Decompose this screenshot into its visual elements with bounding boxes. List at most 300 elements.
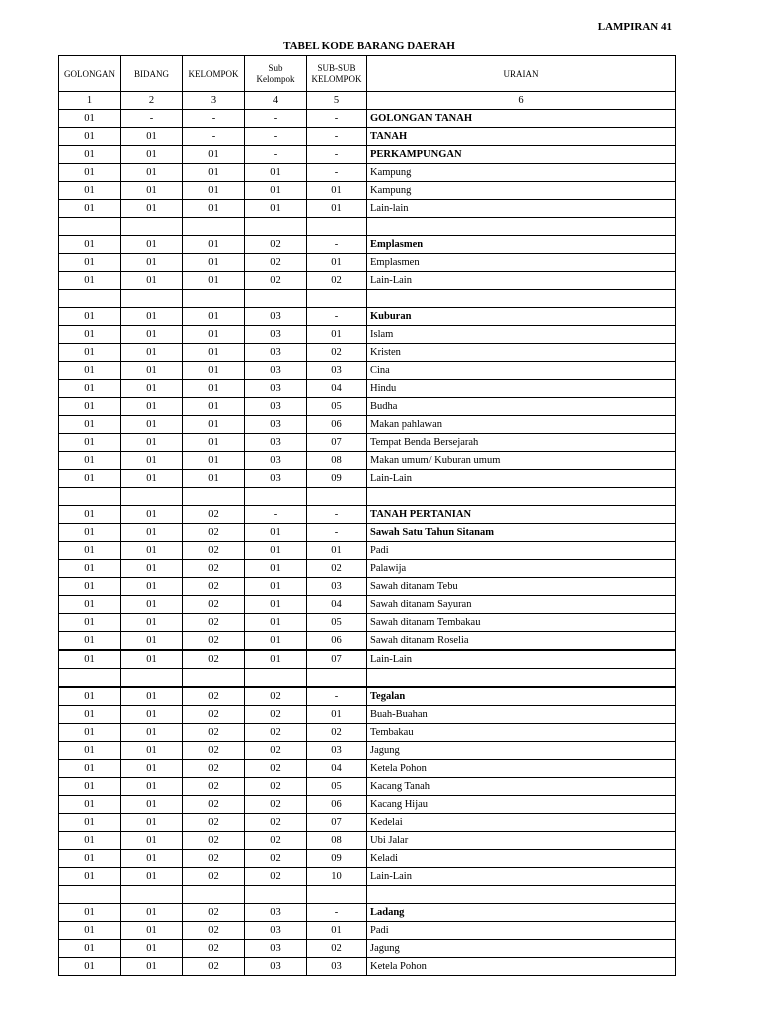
cell-bidang: 01 [121,434,183,452]
cell-uraian: Lain-Lain [367,650,676,669]
cell-kelompok: 02 [183,940,245,958]
cell-kelompok: 01 [183,434,245,452]
cell-bidang: 01 [121,272,183,290]
cell-golongan: 01 [59,362,121,380]
table-row [59,958,676,976]
table-row [59,922,676,940]
cell-bidang: 01 [121,452,183,470]
cell-bidang: 01 [121,326,183,344]
cell-sub-kelompok: 02 [245,832,307,850]
cell-bidang: 01 [121,398,183,416]
cell-kelompok: 02 [183,814,245,832]
cell-kelompok: 02 [183,632,245,651]
table-row [59,596,676,614]
cell-golongan: 01 [59,272,121,290]
cell-sub-sub-kelompok [307,290,367,308]
cell-bidang: 01 [121,380,183,398]
cell-uraian: Kampung [367,164,676,182]
cell-uraian: Ladang [367,904,676,922]
cell-bidang: 01 [121,706,183,724]
cell-sub-sub-kelompok: 01 [307,922,367,940]
cell-golongan [59,218,121,236]
cell-bidang: 01 [121,614,183,632]
column-number: 4 [245,92,307,110]
cell-sub-sub-kelompok: 07 [307,434,367,452]
cell-sub-sub-kelompok: 08 [307,832,367,850]
cell-kelompok: 02 [183,778,245,796]
cell-sub-kelompok: 01 [245,632,307,651]
table-row [59,290,676,308]
cell-kelompok: 01 [183,308,245,326]
cell-golongan [59,290,121,308]
cell-sub-sub-kelompok: 10 [307,868,367,886]
table-row [59,362,676,380]
cell-sub-sub-kelompok: 06 [307,796,367,814]
cell-uraian: Hindu [367,380,676,398]
cell-uraian: Sawah ditanam Sayuran [367,596,676,614]
cell-bidang: 01 [121,868,183,886]
table-row [59,669,676,688]
cell-sub-kelompok: 03 [245,452,307,470]
cell-sub-kelompok: 02 [245,236,307,254]
table-row [59,578,676,596]
cell-kelompok: 02 [183,904,245,922]
cell-kelompok: 02 [183,724,245,742]
cell-golongan: 01 [59,760,121,778]
cell-sub-kelompok: 01 [245,524,307,542]
cell-kelompok: 02 [183,832,245,850]
table-row [59,904,676,922]
cell-sub-kelompok [245,488,307,506]
cell-sub-sub-kelompok: 03 [307,578,367,596]
cell-sub-sub-kelompok: 01 [307,706,367,724]
cell-golongan: 01 [59,110,121,128]
cell-bidang: 01 [121,778,183,796]
table-row [59,850,676,868]
cell-sub-kelompok: 02 [245,706,307,724]
cell-uraian: Emplasmen [367,236,676,254]
cell-uraian: Kacang Tanah [367,778,676,796]
cell-sub-kelompok: 03 [245,416,307,434]
cell-golongan [59,886,121,904]
cell-kelompok: 02 [183,596,245,614]
cell-bidang: 01 [121,344,183,362]
cell-uraian [367,218,676,236]
table-row [59,272,676,290]
cell-uraian: Buah-Buahan [367,706,676,724]
cell-kelompok: 01 [183,182,245,200]
cell-sub-kelompok [245,886,307,904]
cell-bidang: 01 [121,506,183,524]
cell-kelompok: 01 [183,362,245,380]
cell-kelompok: 02 [183,687,245,706]
cell-sub-kelompok: 01 [245,164,307,182]
cell-sub-kelompok: 03 [245,434,307,452]
cell-kelompok: 02 [183,614,245,632]
table-row [59,524,676,542]
cell-kelompok: 02 [183,742,245,760]
cell-golongan: 01 [59,236,121,254]
cell-sub-sub-kelompok: 05 [307,778,367,796]
cell-sub-kelompok: 03 [245,922,307,940]
cell-kelompok [183,218,245,236]
table-row [59,254,676,272]
cell-golongan: 01 [59,687,121,706]
cell-bidang: 01 [121,904,183,922]
column-header-uraian: URAIAN [367,56,676,92]
cell-uraian: Jagung [367,742,676,760]
cell-bidang: 01 [121,632,183,651]
cell-uraian: Tempat Benda Bersejarah [367,434,676,452]
cell-uraian: Budha [367,398,676,416]
cell-kelompok: 01 [183,470,245,488]
column-header-sub-kelompok-line2: Kelompok [256,73,295,84]
cell-uraian: Padi [367,542,676,560]
cell-uraian [367,669,676,688]
table-row [59,236,676,254]
cell-sub-kelompok: - [245,128,307,146]
cell-golongan: 01 [59,146,121,164]
cell-golongan: 01 [59,164,121,182]
cell-golongan: 01 [59,706,121,724]
table-row [59,940,676,958]
cell-sub-sub-kelompok: 03 [307,742,367,760]
cell-sub-sub-kelompok: 02 [307,940,367,958]
cell-uraian: Emplasmen [367,254,676,272]
cell-kelompok: 02 [183,578,245,596]
cell-bidang [121,886,183,904]
cell-golongan: 01 [59,832,121,850]
cell-kelompok: 02 [183,958,245,976]
column-header-sub-sub-kelompok [307,56,367,92]
cell-golongan: 01 [59,632,121,651]
table-row [59,760,676,778]
cell-sub-sub-kelompok: - [307,524,367,542]
cell-sub-sub-kelompok [307,886,367,904]
cell-sub-kelompok: 03 [245,362,307,380]
cell-sub-sub-kelompok: 03 [307,362,367,380]
cell-uraian: TANAH [367,128,676,146]
cell-kelompok: 02 [183,868,245,886]
cell-golongan: 01 [59,724,121,742]
cell-uraian: Sawah Satu Tahun Sitanam [367,524,676,542]
cell-kelompok: 02 [183,542,245,560]
cell-golongan: 01 [59,742,121,760]
table-row [59,218,676,236]
cell-sub-kelompok: 01 [245,596,307,614]
table-row [59,164,676,182]
cell-sub-sub-kelompok [307,488,367,506]
table-row [59,110,676,128]
column-number: 3 [183,92,245,110]
cell-golongan: 01 [59,416,121,434]
cell-sub-sub-kelompok: 02 [307,724,367,742]
cell-sub-sub-kelompok [307,218,367,236]
cell-golongan: 01 [59,524,121,542]
cell-golongan: 01 [59,868,121,886]
cell-kelompok: 01 [183,326,245,344]
column-header-bidang: BIDANG [121,56,183,92]
cell-bidang [121,218,183,236]
cell-uraian [367,488,676,506]
cell-uraian: Lain-Lain [367,868,676,886]
cell-bidang: 01 [121,760,183,778]
cell-kelompok: 01 [183,146,245,164]
cell-bidang: 01 [121,146,183,164]
cell-uraian: Tegalan [367,687,676,706]
cell-sub-kelompok: 03 [245,380,307,398]
cell-uraian: Makan umum/ Kuburan umum [367,452,676,470]
table-row [59,814,676,832]
cell-uraian: Lain-lain [367,200,676,218]
table-row [59,452,676,470]
cell-bidang: 01 [121,650,183,669]
cell-golongan: 01 [59,814,121,832]
table-row [59,308,676,326]
cell-uraian: Cina [367,362,676,380]
cell-uraian: GOLONGAN TANAH [367,110,676,128]
cell-golongan: 01 [59,614,121,632]
cell-bidang: 01 [121,524,183,542]
cell-kelompok [183,290,245,308]
column-number-row [59,92,676,110]
cell-sub-sub-kelompok: 01 [307,254,367,272]
cell-sub-kelompok: 03 [245,958,307,976]
cell-bidang: 01 [121,832,183,850]
cell-bidang: 01 [121,742,183,760]
cell-kelompok: - [183,128,245,146]
cell-bidang: 01 [121,416,183,434]
cell-uraian: Ketela Pohon [367,958,676,976]
cell-bidang: 01 [121,542,183,560]
table-row [59,434,676,452]
cell-uraian: Kacang Hijau [367,796,676,814]
cell-uraian: Ketela Pohon [367,760,676,778]
table-row [59,506,676,524]
cell-kelompok: 02 [183,922,245,940]
item-code-table [58,55,676,976]
cell-sub-kelompok: 01 [245,182,307,200]
cell-sub-sub-kelompok: - [307,506,367,524]
cell-sub-sub-kelompok: - [307,308,367,326]
cell-sub-sub-kelompok: - [307,687,367,706]
cell-bidang: 01 [121,596,183,614]
table-row [59,650,676,669]
table-row [59,832,676,850]
cell-bidang [121,290,183,308]
cell-sub-kelompok: - [245,146,307,164]
cell-golongan: 01 [59,434,121,452]
cell-kelompok: 01 [183,164,245,182]
cell-sub-kelompok: 02 [245,760,307,778]
cell-sub-kelompok: 03 [245,308,307,326]
table-row [59,632,676,651]
cell-sub-sub-kelompok: 02 [307,344,367,362]
cell-uraian: Sawah ditanam Tebu [367,578,676,596]
cell-bidang: 01 [121,796,183,814]
cell-bidang: 01 [121,687,183,706]
cell-sub-sub-kelompok: 01 [307,542,367,560]
cell-golongan: 01 [59,380,121,398]
cell-sub-kelompok: 02 [245,796,307,814]
cell-sub-kelompok [245,290,307,308]
cell-sub-kelompok: 02 [245,814,307,832]
cell-kelompok: 01 [183,254,245,272]
page-title: TABEL KODE BARANG DAERAH [283,40,455,52]
table-row [59,470,676,488]
cell-sub-kelompok: 02 [245,778,307,796]
column-header-row [59,56,676,92]
cell-sub-sub-kelompok: - [307,236,367,254]
cell-uraian: Kedelai [367,814,676,832]
cell-uraian: Ubi Jalar [367,832,676,850]
cell-sub-kelompok [245,669,307,688]
cell-sub-sub-kelompok: 08 [307,452,367,470]
cell-uraian: TANAH PERTANIAN [367,506,676,524]
cell-kelompok: 01 [183,380,245,398]
table-row [59,128,676,146]
cell-bidang: 01 [121,182,183,200]
cell-bidang: 01 [121,814,183,832]
table-row [59,200,676,218]
table-row [59,796,676,814]
table-row [59,398,676,416]
cell-uraian: PERKAMPUNGAN [367,146,676,164]
cell-golongan: 01 [59,326,121,344]
cell-bidang: 01 [121,128,183,146]
cell-sub-kelompok: 03 [245,398,307,416]
cell-sub-sub-kelompok: 05 [307,398,367,416]
cell-sub-sub-kelompok: 04 [307,380,367,398]
cell-kelompok: 01 [183,236,245,254]
cell-golongan: 01 [59,560,121,578]
cell-golongan: 01 [59,904,121,922]
cell-sub-sub-kelompok: 06 [307,632,367,651]
cell-uraian: Islam [367,326,676,344]
cell-uraian: Kristen [367,344,676,362]
cell-sub-sub-kelompok: 01 [307,326,367,344]
cell-kelompok: 01 [183,200,245,218]
cell-sub-kelompok: 01 [245,542,307,560]
cell-sub-kelompok: 01 [245,614,307,632]
cell-uraian: Jagung [367,940,676,958]
cell-golongan: 01 [59,922,121,940]
table-row [59,560,676,578]
cell-sub-sub-kelompok: 01 [307,182,367,200]
cell-bidang: 01 [121,724,183,742]
table-row [59,488,676,506]
cell-sub-kelompok: 01 [245,650,307,669]
cell-bidang: 01 [121,470,183,488]
cell-bidang: 01 [121,560,183,578]
table-body [59,110,676,976]
cell-uraian: Lain-Lain [367,272,676,290]
column-number: 2 [121,92,183,110]
table-row [59,326,676,344]
table-row [59,380,676,398]
cell-sub-sub-kelompok: - [307,110,367,128]
cell-sub-sub-kelompok: 03 [307,958,367,976]
cell-sub-sub-kelompok: 07 [307,650,367,669]
cell-sub-kelompok: 02 [245,254,307,272]
cell-uraian: Sawah ditanam Roselia [367,632,676,651]
cell-bidang: 01 [121,236,183,254]
cell-uraian: Padi [367,922,676,940]
table-row [59,724,676,742]
cell-sub-kelompok: - [245,506,307,524]
cell-bidang [121,669,183,688]
cell-sub-sub-kelompok: 09 [307,850,367,868]
cell-golongan: 01 [59,200,121,218]
cell-kelompok: 02 [183,506,245,524]
cell-sub-kelompok: 03 [245,470,307,488]
column-header-kelompok: KELOMPOK [183,56,245,92]
cell-sub-sub-kelompok: 04 [307,596,367,614]
cell-sub-kelompok: 01 [245,200,307,218]
cell-golongan: 01 [59,650,121,669]
cell-sub-kelompok: 03 [245,904,307,922]
table-row [59,344,676,362]
column-number: 1 [59,92,121,110]
cell-bidang: 01 [121,958,183,976]
cell-bidang: 01 [121,922,183,940]
cell-golongan [59,488,121,506]
cell-sub-sub-kelompok [307,669,367,688]
cell-golongan: 01 [59,542,121,560]
table-row [59,742,676,760]
cell-sub-sub-kelompok: - [307,128,367,146]
cell-golongan: 01 [59,940,121,958]
table-row [59,146,676,164]
table-row [59,416,676,434]
cell-uraian: Lain-Lain [367,470,676,488]
cell-bidang: 01 [121,254,183,272]
cell-sub-kelompok: 02 [245,687,307,706]
cell-sub-kelompok: 03 [245,344,307,362]
attachment-label: LAMPIRAN 41 [597,21,672,33]
cell-uraian: Kampung [367,182,676,200]
cell-sub-sub-kelompok: - [307,164,367,182]
cell-kelompok [183,886,245,904]
cell-kelompok: 02 [183,796,245,814]
table-row [59,868,676,886]
cell-golongan: 01 [59,452,121,470]
cell-bidang: 01 [121,362,183,380]
cell-sub-kelompok: 02 [245,850,307,868]
cell-kelompok: 02 [183,560,245,578]
table-row [59,886,676,904]
cell-kelompok: 01 [183,452,245,470]
table-row [59,182,676,200]
cell-golongan: 01 [59,958,121,976]
cell-kelompok: 01 [183,344,245,362]
cell-golongan: 01 [59,308,121,326]
cell-bidang: 01 [121,308,183,326]
cell-kelompok: 02 [183,650,245,669]
cell-kelompok [183,488,245,506]
cell-sub-sub-kelompok: 05 [307,614,367,632]
cell-sub-kelompok: 03 [245,326,307,344]
cell-sub-kelompok [245,218,307,236]
cell-sub-kelompok: 02 [245,742,307,760]
cell-sub-kelompok: 02 [245,868,307,886]
cell-kelompok: 01 [183,416,245,434]
cell-golongan: 01 [59,778,121,796]
cell-sub-sub-kelompok: 02 [307,560,367,578]
cell-golongan: 01 [59,596,121,614]
cell-kelompok: 02 [183,760,245,778]
cell-kelompok [183,669,245,688]
